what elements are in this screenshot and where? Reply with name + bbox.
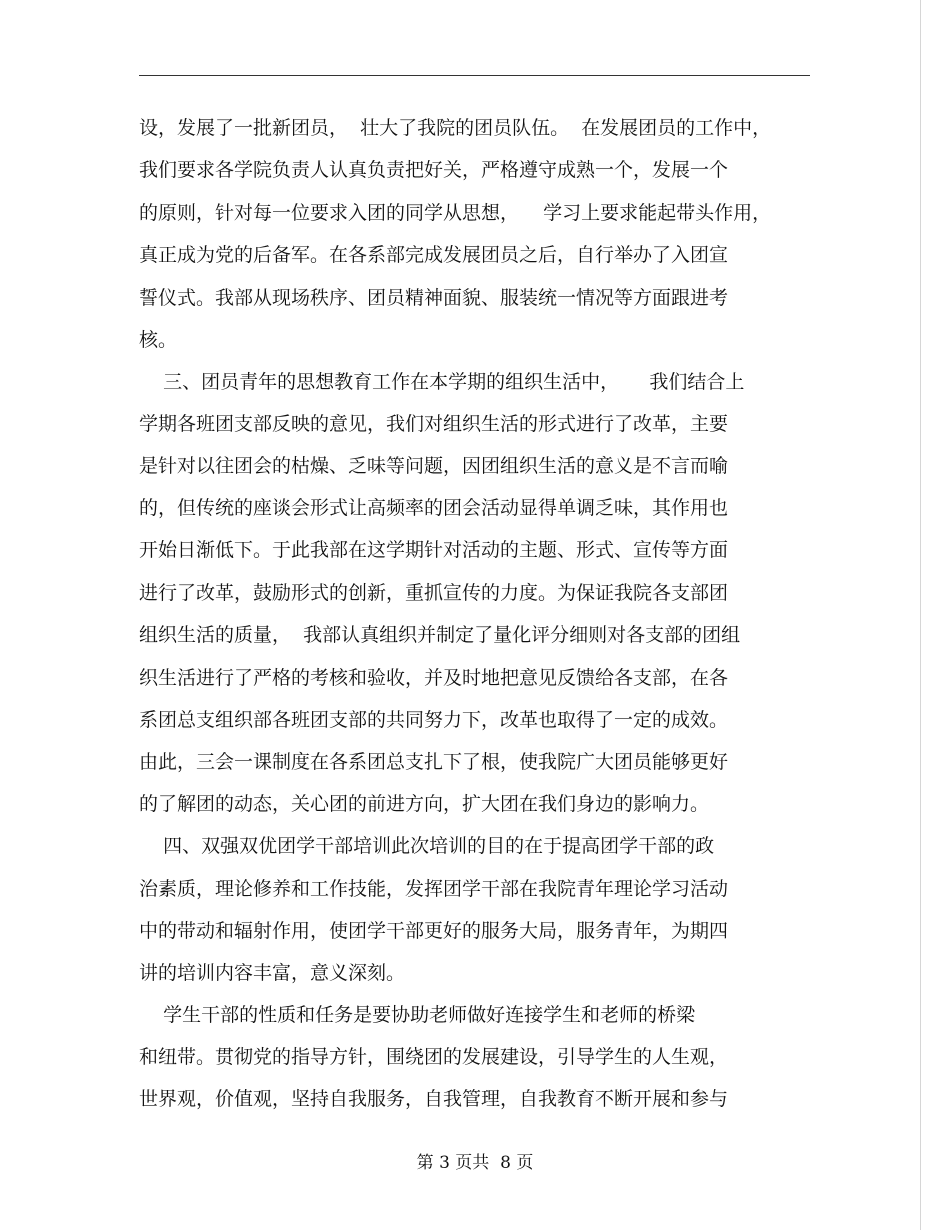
text-line: 是针对以往团会的枯燥、乏味等问题，因团组织生活的意义是不言而喻 [139, 455, 729, 477]
text-line: 和纽带。贯彻党的指导方针，围绕团的发展建设，引导学生的人生观， [139, 1046, 729, 1068]
text-line: 我们要求各学院负责人认真负责把好关，严格遵守成熟一个，发展一个 [139, 159, 729, 181]
text-line: 的，但传统的座谈会形式让高频率的团会活动显得单调乏味，其作用也 [139, 497, 729, 519]
text-line: 织生活进行了严格的考核和验收，并及时地把意见反馈给各支部，在各 [139, 667, 729, 689]
text-line: 由此，三会一课制度在各系团总支扎下了根，使我院广大团员能够更好 [139, 751, 729, 773]
page-number-footer: 第 3 页共 8 页 [416, 1153, 534, 1173]
text-line: 开始日渐低下。于此我部在这学期针对活动的主题、形式、宣传等方面 [139, 539, 729, 561]
text-line: 系团总支组织部各班团支部的共同努力下，改革也取得了一定的成效。 [139, 709, 729, 731]
header-rule [139, 75, 810, 76]
text-line: 进行了改革，鼓励形式的创新，重抓宣传的力度。为保证我院各支部团 [139, 582, 729, 604]
text-line: 治素质，理论修养和工作技能，发挥团学干部在我院青年理论学习活动 [139, 878, 729, 900]
text-line: 誓仪式。我部从现场秩序、团员精神面貌、服装统一情况等方面跟进考 [139, 287, 729, 309]
text-line: 真正成为党的后备军。在各系部完成发展团员之后，自行举办了入团宣 [139, 244, 729, 266]
text-line: 学期各班团支部反映的意见，我们对组织生活的形式进行了改革，主要 [139, 413, 729, 435]
text-line: 的原则，针对每一位要求入团的同学从思想， 学习上要求能起带头作用， [139, 202, 772, 224]
text-line: 世界观，价值观，坚持自我服务，自我管理，自我教育不断开展和参与 [139, 1088, 729, 1110]
text-line: 学生干部的性质和任务是要协助老师做好连接学生和老师的桥梁 [139, 1004, 696, 1026]
text-line: 核。 [139, 329, 178, 351]
text-line: 四、双强双优团学干部培训此次培训的目的在于提高团学干部的政 [139, 835, 715, 857]
text-line: 设，发展了一批新团员， 壮大了我院的团员队伍。 在发展团员的工作中， [139, 117, 772, 139]
text-line: 三、团员青年的思想教育工作在本学期的组织生活中， 我们结合上 [139, 371, 745, 393]
text-line: 的了解团的动态，关心团的前进方向，扩大团在我们身边的影响力。 [139, 793, 710, 815]
text-line: 组织生活的质量， 我部认真组织并制定了量化评分细则对各支部的团组 [139, 624, 741, 646]
text-line: 中的带动和辐射作用，使团学干部更好的服务大局，服务青年，为期四 [139, 920, 729, 942]
text-line: 讲的培训内容丰富，意义深刻。 [139, 962, 406, 984]
page-edge-divider [920, 0, 921, 1230]
